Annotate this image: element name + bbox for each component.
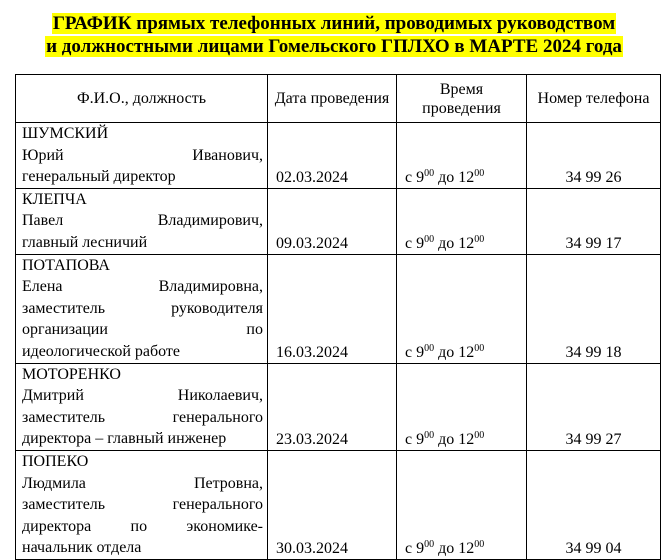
- person-cell: [16, 254, 268, 363]
- table-header-row: [16, 75, 661, 123]
- table-row: [16, 123, 661, 189]
- person-detail-line: Елена Владимировна,: [22, 278, 263, 296]
- date-cell: 16.03.2024: [268, 254, 397, 363]
- person-detail-line: директора по экономике-: [22, 517, 263, 535]
- title-line-2: и должностными лицами Гомельского ГПЛХО в МАРТЕ 2024 года: [46, 36, 622, 57]
- table-row: [16, 450, 661, 559]
- time-to-minutes: 00: [474, 167, 485, 179]
- table-row: [16, 188, 661, 254]
- date-cell: 02.03.2024: [268, 123, 397, 189]
- time-to: до 12: [434, 539, 475, 557]
- phone-cell: 34 99 18: [527, 254, 661, 363]
- header-date: Дата проведения: [268, 75, 397, 123]
- person-detail-line: Людмила Петровна,: [22, 474, 263, 492]
- header-phone: Номер телефона: [527, 75, 661, 123]
- time-from: с 9: [405, 430, 425, 448]
- schedule-table: [15, 74, 661, 560]
- time-cell: [397, 123, 527, 189]
- time-from-minutes: 00: [424, 538, 435, 550]
- time-to: до 12: [434, 343, 475, 361]
- time-to: до 12: [434, 168, 475, 186]
- header-name: Ф.И.О., должность: [16, 75, 268, 123]
- time-cell: [397, 254, 527, 363]
- person-cell: [16, 123, 268, 189]
- time-to-minutes: 00: [474, 342, 485, 354]
- time-cell: [397, 450, 527, 559]
- person-detail-line: идеологической работе: [22, 342, 180, 360]
- time-from-minutes: 00: [424, 167, 435, 179]
- person-detail-line: директора – главный инженер: [22, 430, 227, 448]
- phone-cell: 34 99 26: [527, 123, 661, 189]
- time-to: до 12: [434, 430, 475, 448]
- time-cell: [397, 188, 527, 254]
- time-from: с 9: [405, 234, 425, 252]
- title-line-1: ГРАФИК прямых телефонных линий, проводимых руководством: [52, 13, 616, 34]
- time-to-minutes: 00: [474, 538, 485, 550]
- phone-cell: 34 99 17: [527, 188, 661, 254]
- person-surname: ПОТАПОВА: [22, 256, 110, 274]
- time-from: с 9: [405, 168, 425, 186]
- person-surname: КЛЕПЧА: [22, 190, 87, 208]
- person-detail-line: Дмитрий Николаевич,: [22, 387, 263, 405]
- time-from: с 9: [405, 343, 425, 361]
- person-surname: МОТОРЕНКО: [22, 365, 121, 383]
- person-detail-line: организации по: [22, 321, 263, 339]
- time-from-minutes: 00: [424, 233, 435, 245]
- time-from-minutes: 00: [424, 342, 435, 354]
- person-cell: [16, 450, 268, 559]
- time-to: до 12: [434, 234, 475, 252]
- phone-cell: 34 99 27: [527, 363, 661, 450]
- date-cell: 09.03.2024: [268, 188, 397, 254]
- phone-cell: 34 99 04: [527, 450, 661, 559]
- person-detail-line: главный лесничий: [22, 233, 148, 251]
- time-from: с 9: [405, 539, 425, 557]
- document-title: [0, 12, 668, 58]
- person-detail-line: начальник отдела: [22, 539, 142, 557]
- table-row: [16, 254, 661, 363]
- person-detail-line: заместитель генерального: [22, 496, 263, 514]
- person-detail-line: Юрий Иванович,: [22, 146, 263, 164]
- time-to-minutes: 00: [474, 233, 485, 245]
- table-row: [16, 363, 661, 450]
- time-to-minutes: 00: [474, 429, 485, 441]
- time-from-minutes: 00: [424, 429, 435, 441]
- person-detail-line: заместитель генерального: [22, 408, 263, 426]
- person-cell: [16, 363, 268, 450]
- date-cell: 23.03.2024: [268, 363, 397, 450]
- person-surname: ПОПЕКО: [22, 452, 89, 470]
- person-surname: ШУМСКИЙ: [22, 125, 109, 142]
- person-detail-line: заместитель руководителя: [22, 299, 263, 317]
- person-cell: [16, 188, 268, 254]
- header-time: Время проведения: [397, 75, 527, 123]
- date-cell: 30.03.2024: [268, 450, 397, 559]
- person-detail-line: Павел Владимирович,: [22, 212, 263, 230]
- person-detail-line: генеральный директор: [22, 168, 176, 186]
- time-cell: [397, 363, 527, 450]
